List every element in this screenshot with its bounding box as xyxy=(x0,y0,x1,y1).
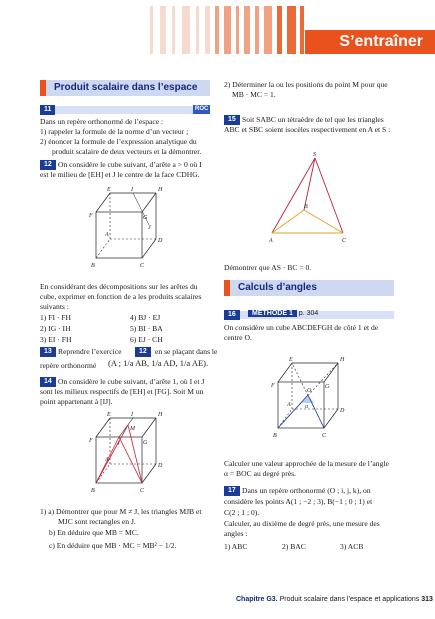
cube2-label-M: M xyxy=(130,426,135,432)
tetrahedron-figure xyxy=(260,148,360,248)
section-calculs-angles xyxy=(224,280,394,296)
ex17-item-3: 3) ACB xyxy=(340,542,364,551)
banner-title: S’entraîner xyxy=(305,30,435,54)
ex14-q1a: 1) a) Démontrer que pour M ≠ J, les triangles MJB et xyxy=(40,507,202,516)
ex17-line5: angles : xyxy=(224,529,248,538)
exercise-number-17: 17 xyxy=(224,486,240,496)
cube2-label-I: I xyxy=(131,412,133,418)
ex16-line2: centre O. xyxy=(224,333,252,342)
cube3-label-H: H xyxy=(340,357,345,363)
ex15-line1: Soit SABC un tétraèdre de tel que les triangles xyxy=(242,115,384,124)
roc-badge: ROC xyxy=(195,106,209,112)
exercise-number-16: 16 xyxy=(224,310,240,320)
tetra-label-S: S xyxy=(313,152,316,158)
ex14-q2-line2: MB · MC = 1. xyxy=(232,90,276,99)
ex17-item-1: 1) ABC xyxy=(224,542,248,551)
ex12-para1: En considérant des décompositions sur les arêtes du xyxy=(40,282,198,291)
method-reference[interactable] xyxy=(248,310,318,319)
ex12-item-4: 4) BJ · EJ xyxy=(130,313,161,322)
ex17-line4: Calculer, au dixième de degré près, une mesure des xyxy=(224,519,380,528)
cube1-label-E: E xyxy=(107,187,111,193)
cube-figure-1 xyxy=(80,185,180,275)
ex11-item2a: 2) énoncer la formule de l’expression analytique du xyxy=(40,137,197,146)
ex11-line1: Dans un repère orthonormé de l’espace : xyxy=(40,117,164,126)
cube2-label-J: J xyxy=(117,441,120,447)
cube2-label-C: C xyxy=(140,488,145,494)
exercise-number-11: 11 xyxy=(40,105,55,115)
cube2-label-D: D xyxy=(158,463,163,469)
cube3-label-A: A xyxy=(287,402,291,408)
cube1-label-H: H xyxy=(158,187,163,193)
ex14-q2-line1: 2) Déterminer la ou les positions du point M pour que xyxy=(224,80,388,89)
exercise-11-bar xyxy=(40,106,210,114)
ex16-question1: Calculer une valeur approchée de la mesure de l’angle xyxy=(224,459,389,468)
ex12-item-3: 3) EI · FH xyxy=(40,335,72,344)
ex13-text-b: en se plaçant dans le xyxy=(155,347,218,356)
cube2-label-E: E xyxy=(107,412,111,418)
ex14-line1: On considère le cube suivant, d’arête 1, où I et J xyxy=(58,377,205,386)
tetra-label-B: B xyxy=(304,204,308,210)
ex12-item-6: 6) EJ · CH xyxy=(130,335,163,344)
ex17-line3: C(2 ; 1 ; 0). xyxy=(224,508,260,517)
cube1-label-B: B xyxy=(91,263,95,269)
method-label: MÉTHODE 1 xyxy=(248,310,297,317)
cube1-label-C: C xyxy=(140,263,145,269)
cube1-label-A: A xyxy=(105,232,109,238)
exercise-number-15: 15 xyxy=(224,115,240,125)
tetra-label-A: A xyxy=(269,238,273,244)
ex17-line2: considère les points A(1 ; −2 ; 3), B(−1 ; 0 ; 1) et xyxy=(224,497,373,506)
section-produit-scalaire xyxy=(40,80,210,96)
section-title-2: Calculs d’angles xyxy=(238,282,317,293)
header-banner xyxy=(0,0,435,62)
cube3-label-G: G xyxy=(325,384,330,390)
cube-figure-3 xyxy=(262,355,362,445)
ex12-line2: est le milieu de [EH] et J le centre de la face CDHG. xyxy=(40,170,200,179)
cube2-label-A: A xyxy=(105,457,109,463)
ex11-item1: 1) rappeler la formule de la norme d’un vecteur ; xyxy=(40,127,189,136)
ex16-line1: On considère un cube ABCDEFGH de côté 1 et de xyxy=(224,323,379,332)
cube3-label-E: E xyxy=(289,357,293,363)
footer-text: Produit scalaire dans l’espace et applications xyxy=(279,596,420,603)
cube1-label-G: G xyxy=(143,215,148,221)
ex12-line1: On considère le cube suivant, d’arête a > 0 où I xyxy=(58,160,202,169)
cube3-label-C: C xyxy=(322,433,327,439)
cube2-label-G: G xyxy=(143,440,148,446)
ex14-line2: sont les milieux respectifs de [EH] et [FG]. Soit M un xyxy=(40,387,204,396)
footer-chapter: Chapitre G3. xyxy=(236,596,278,603)
ex13-text-a: Reprendre l’exercice xyxy=(58,347,122,356)
section-title: Produit scalaire dans l’espace xyxy=(54,82,198,93)
ex13-ref: 12 xyxy=(135,347,151,357)
ex12-item-2: 2) IG · IH xyxy=(40,324,71,333)
cube-figure-2 xyxy=(80,410,180,500)
cube1-label-F: F xyxy=(89,213,93,219)
cube2-label-B: B xyxy=(91,488,95,494)
exercise-number-14: 14 xyxy=(40,377,56,387)
cube3-label-alpha: α xyxy=(305,404,309,410)
exercise-number-12: 12 xyxy=(40,160,56,170)
ex11-item2b: produit scalaire de deux vecteurs et la démontrer. xyxy=(52,147,202,156)
cube3-label-F: F xyxy=(271,383,275,389)
ex12-item-1: 1) FI · FH xyxy=(40,313,72,322)
cube3-label-O: O xyxy=(307,388,312,394)
exercise-number-13: 13 xyxy=(40,347,56,357)
ex12-para3: suivants : xyxy=(40,302,69,311)
ex14-q1c: b) En déduire que MB = MC. xyxy=(49,528,139,537)
ex12-item-5: 5) BI · BA xyxy=(130,324,163,333)
cube3-label-B: B xyxy=(273,433,277,439)
tetra-label-C: C xyxy=(342,238,347,244)
ex14-line3: point appartenant à [IJ]. xyxy=(40,397,113,406)
method-page: p. 304 xyxy=(298,310,319,317)
ex13-math: (A ; 1/a AB, 1/a AD, 1/a AE). xyxy=(108,358,209,368)
cube1-label-D: D xyxy=(158,238,163,244)
ex16-question2: α = BOC au degré près. xyxy=(224,469,296,478)
ex14-q1b: MJC sont rectangles en J. xyxy=(58,517,136,526)
cube1-label-J: J xyxy=(148,225,151,231)
page-footer xyxy=(236,596,433,605)
ex15-conclusion: Démontrer que AS · BC = 0. xyxy=(224,263,312,272)
page-number: 313 xyxy=(421,596,433,603)
ex12-para2: cube, exprimer en fonction de a les produits scalaires xyxy=(40,292,202,301)
ex13-line2: repère orthonormé xyxy=(40,361,97,370)
cube2-label-F: F xyxy=(89,438,93,444)
cube3-label-D: D xyxy=(340,408,345,414)
ex17-item-2: 2) BAC xyxy=(282,542,306,551)
cube2-label-H: H xyxy=(158,412,163,418)
ex17-line1: Dans un repère orthonormé (O ; i, j, k), on xyxy=(242,486,371,495)
ex14-q1d: c) En déduire que MB · MC = MB² − 1/2. xyxy=(49,541,177,550)
ex15-line2: ABC et SBC soient isocèles respectivement en A et S : xyxy=(224,125,391,134)
cube1-label-I: I xyxy=(131,187,133,193)
